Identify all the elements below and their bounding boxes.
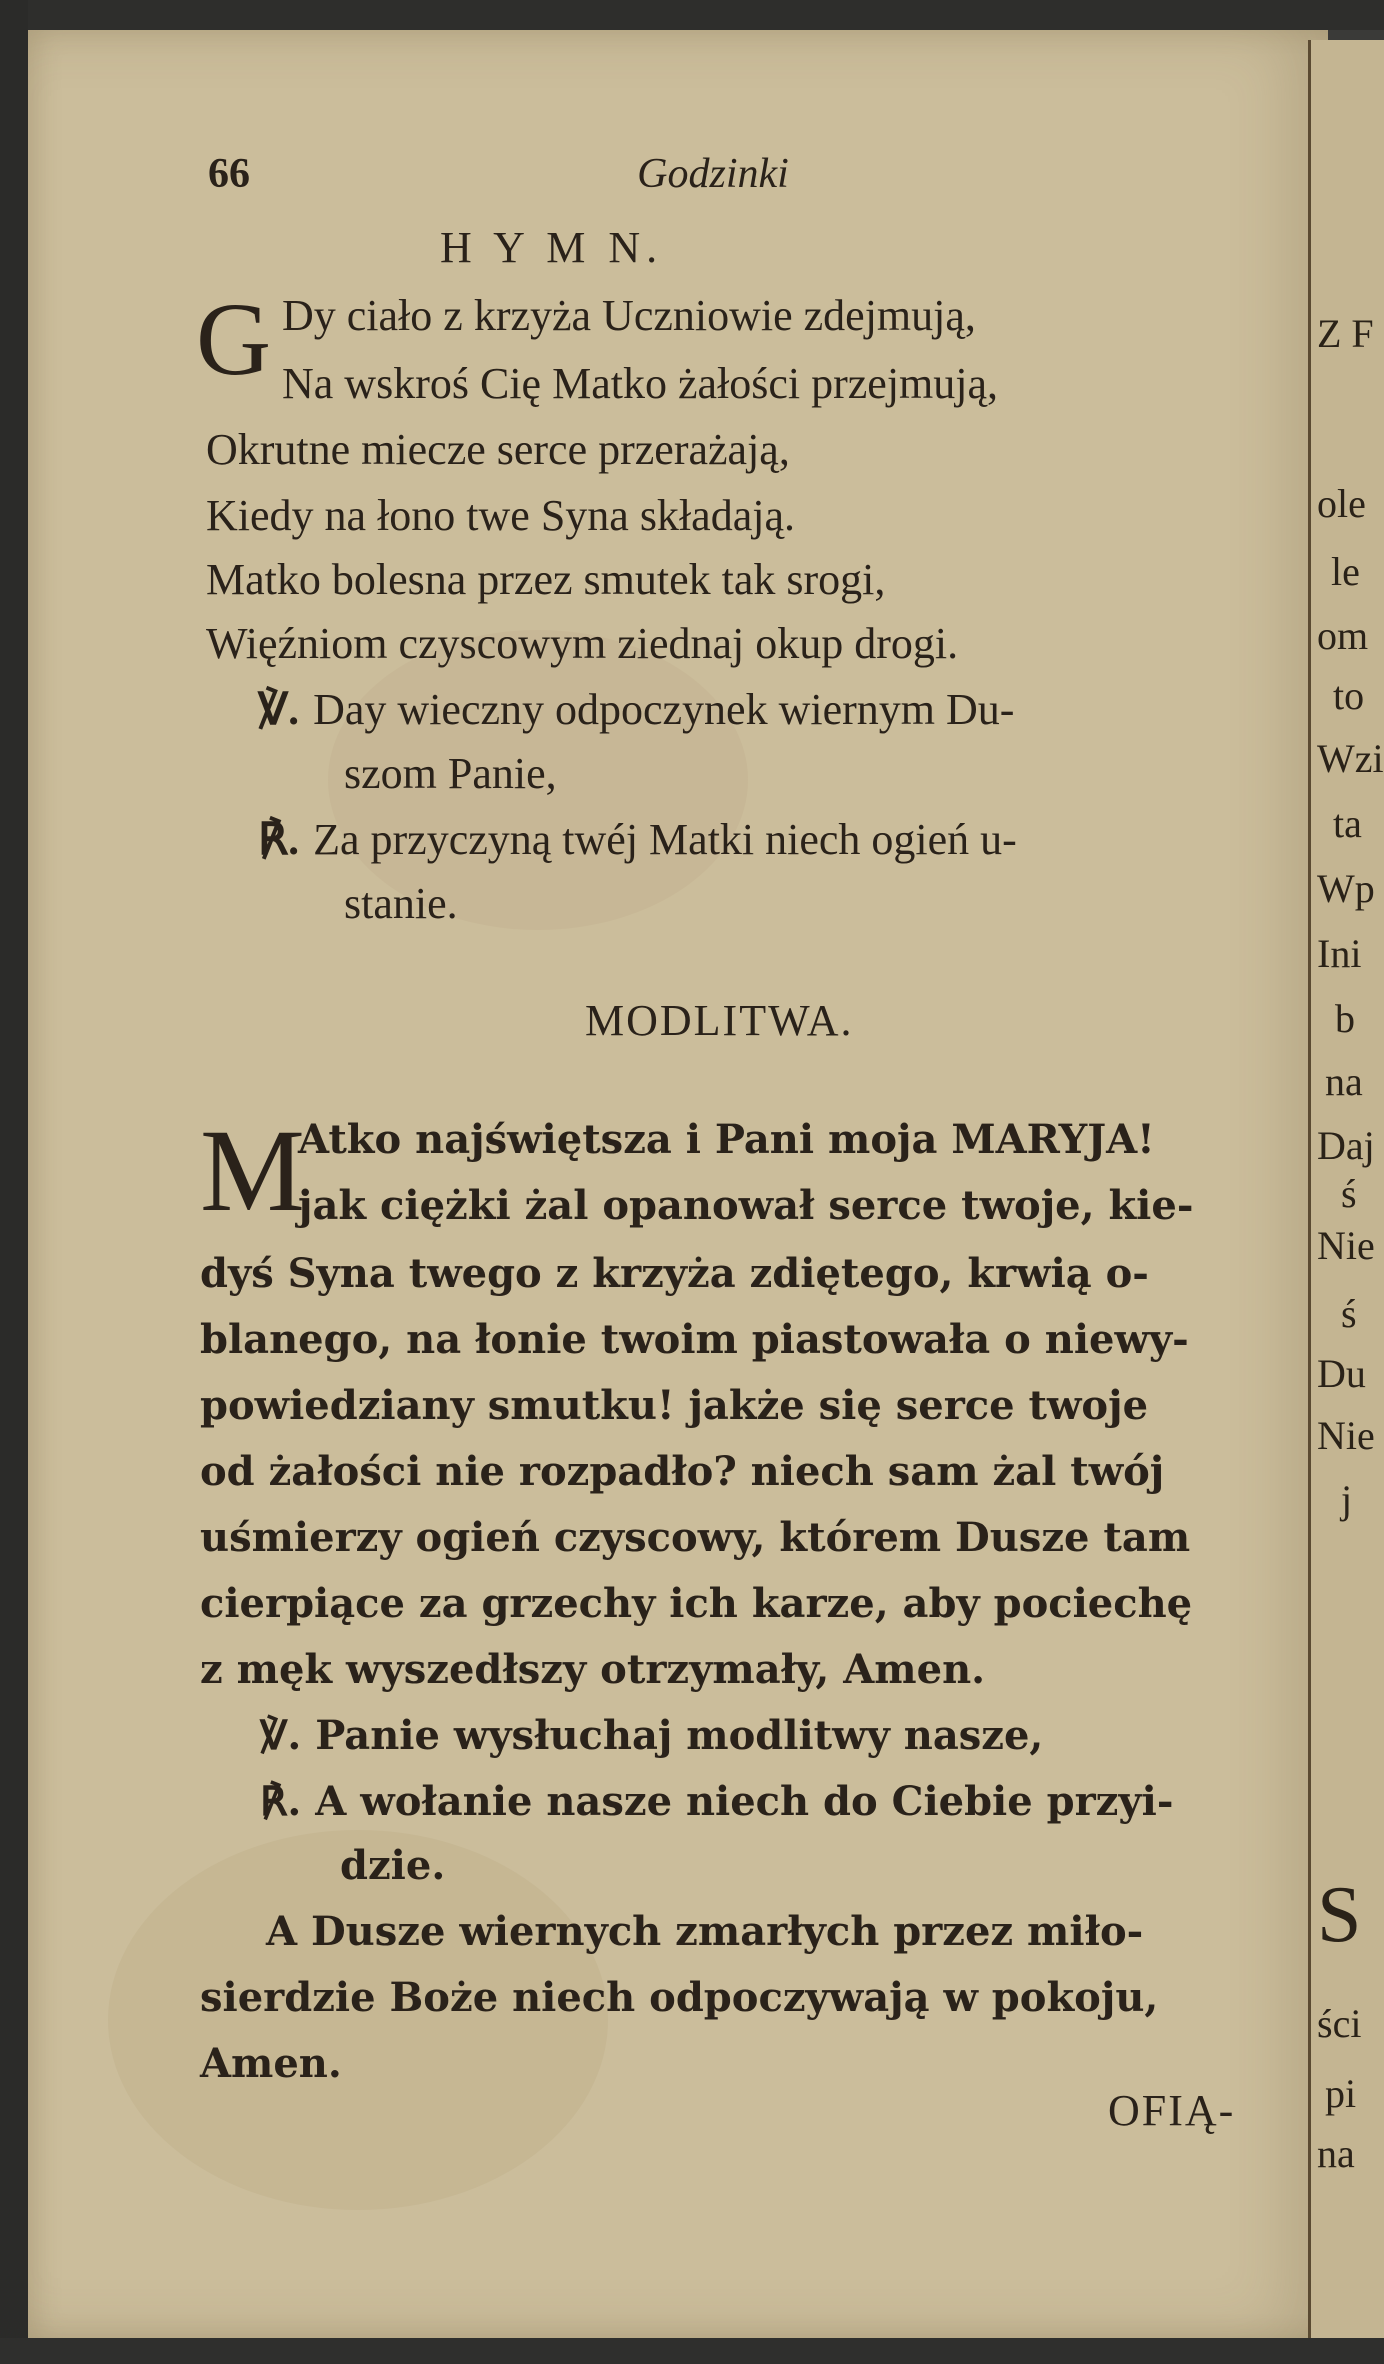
prayer-line: Atko najświętsza i Pani moja MARYJA! [298, 1116, 1155, 1163]
versicle-text: Day wieczny odpoczynek wiernym Du- [313, 685, 1015, 734]
facing-fragment: to [1333, 673, 1365, 718]
versicle-mark: ℣. [258, 685, 300, 734]
facing-fragment: ś [1341, 1171, 1357, 1216]
versicle-mark: ℣. [260, 1712, 302, 1759]
prayer-line: cierpiące za grzechy ich karze, aby pociechę [200, 1580, 1193, 1627]
hymn-versicle [258, 685, 1015, 734]
hymn-versicle-cont: szom Panie, [344, 749, 557, 798]
hymn-line: Na wskroś Cię Matko żałości przejmują, [282, 359, 999, 408]
facing-fragment: b [1335, 996, 1355, 1041]
prayer-line: uśmierzy ogień czyscowy, którem Dusze tam [200, 1514, 1191, 1561]
hymn-line: Matko bolesna przez smutek tak srogi, [206, 555, 886, 604]
facing-fragment: ś [1341, 1291, 1357, 1336]
facing-fragment: Du [1317, 1351, 1366, 1396]
running-head [208, 150, 1268, 210]
facing-fragment: na [1325, 1059, 1363, 1104]
hymn-response [258, 815, 1017, 864]
facing-fragment: Nie [1317, 1413, 1375, 1458]
facing-fragment: j [1341, 1477, 1353, 1522]
hymn-heading: H Y M N. [440, 223, 664, 272]
facing-fragment: Ini [1317, 931, 1362, 976]
facing-fragment: ole [1317, 481, 1366, 526]
response-text: Za przyczyną twéj Matki niech ogień u- [313, 815, 1017, 864]
facing-fragment: ta [1333, 801, 1362, 846]
prayer-response [260, 1778, 1174, 1825]
prayer-line: blanego, na łonie twoim piastowała o niewy- [200, 1316, 1189, 1363]
facing-fragment: Daj [1317, 1123, 1375, 1168]
hymn-line: Okrutne miecze serce przerażają, [206, 425, 790, 474]
scan-border-bottom [0, 2338, 1384, 2364]
facing-fragment: na [1317, 2131, 1355, 2176]
hymn-line: Więźniom czyscowym ziednaj okup drogi. [206, 619, 959, 668]
catchword: OFIĄ- [1108, 2086, 1236, 2135]
closing-line: Amen. [200, 2040, 342, 2087]
facing-fragment: ści [1317, 2001, 1362, 2046]
scan-border-top [0, 0, 1384, 30]
facing-fragment: Wzi [1317, 736, 1384, 781]
response-text: A wołanie nasze niech do Ciebie przyi- [315, 1778, 1174, 1825]
closing-line: A Dusze wiernych zmarłych przez miło- [266, 1908, 1144, 1955]
prayer-line: dyś Syna twego z krzyża zdiętego, krwią o- [200, 1250, 1149, 1297]
prayer-line: powiedziany smutku! jakże się serce twoje [200, 1382, 1149, 1429]
hymn-response-cont: stanie. [344, 879, 458, 928]
prayer-line: jak ciężki żal opanował serce twoje, kie- [298, 1182, 1194, 1229]
closing-line: sierdzie Boże niech odpoczywają w pokoju, [200, 1974, 1159, 2021]
scan-border-left [0, 0, 28, 2364]
running-title: Godzinki [637, 151, 789, 197]
prayer-versicle [260, 1712, 1044, 1759]
versicle-text: Panie wysłuchaj modlitwy nasze, [315, 1712, 1044, 1759]
response-mark: ℟. [258, 815, 300, 864]
facing-page-edge [1308, 40, 1384, 2338]
prayer-drop-cap: M [200, 1105, 305, 1236]
response-mark: ℟. [260, 1778, 302, 1825]
hymn-line: Kiedy na łono twe Syna składają. [206, 491, 795, 540]
facing-fragment: Nie [1317, 1223, 1375, 1268]
facing-fragment: le [1331, 549, 1360, 594]
prayer-line: z męk wyszedłszy otrzymały, Amen. [200, 1646, 986, 1693]
facing-fragment: Wp [1317, 866, 1375, 911]
hymn-line: Dy ciało z krzyża Uczniowie zdejmują, [282, 291, 976, 340]
facing-fragment: pi [1325, 2071, 1357, 2116]
prayer-response-cont: dzie. [340, 1842, 446, 1889]
facing-fragment: S [1317, 1871, 1362, 1959]
prayer-line: od żałości nie rozpadło? niech sam żal twój [200, 1448, 1165, 1495]
facing-fragment: Z F [1317, 311, 1374, 356]
hymn-drop-cap: G [196, 282, 272, 397]
prayer-heading: MODLITWA. [585, 996, 854, 1045]
page-number: 66 [208, 151, 250, 197]
facing-fragment: om [1317, 613, 1369, 658]
